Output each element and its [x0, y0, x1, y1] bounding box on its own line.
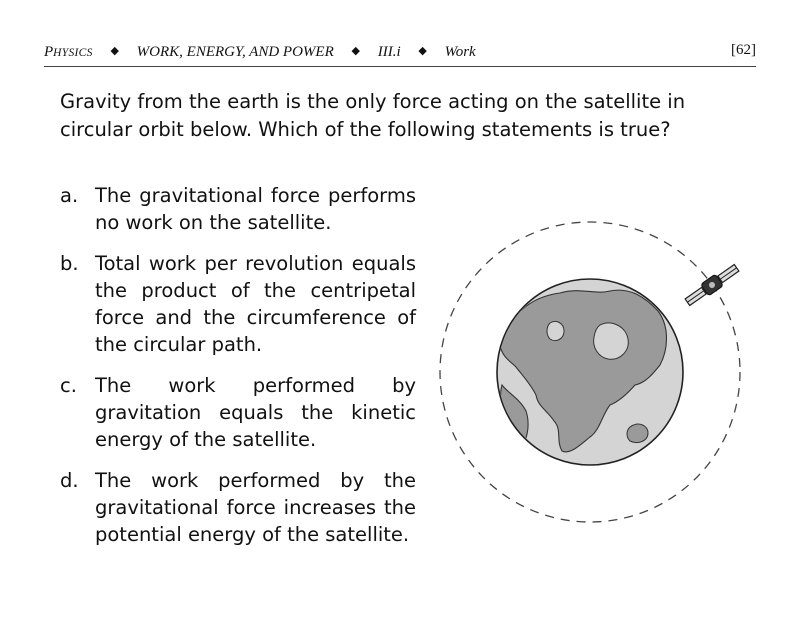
option-d[interactable]: [60, 467, 416, 548]
option-text: The gravitational force performs no work on the satellite.: [95, 184, 416, 234]
option-letter: c.: [60, 374, 77, 397]
question-text: Gravity from the earth is the only force acting on the satellite in circular orbit below. Which of the following statements is true?: [60, 90, 686, 141]
earth-icon: [497, 279, 683, 465]
page-header: [44, 40, 756, 67]
option-c[interactable]: [60, 372, 416, 453]
page-number: [62]: [731, 42, 756, 58]
option-a[interactable]: [60, 182, 416, 236]
breadcrumb: [44, 44, 476, 61]
section-label: III.i: [377, 44, 401, 61]
orbit-figure: [430, 215, 750, 530]
option-text: The work performed by gravitation equals the kinetic energy of the satellite.: [95, 374, 416, 451]
subtopic-label: Work: [444, 44, 476, 61]
subject-initial: P: [44, 44, 54, 61]
option-text: The work performed by the gravitational force increases the potential energy of the satellite.: [95, 469, 416, 546]
option-b[interactable]: [60, 250, 416, 358]
topic-label: WORK, ENERGY, AND POWER: [136, 44, 334, 61]
earth-lake: [594, 323, 629, 359]
option-letter: d.: [60, 469, 79, 492]
earth-lake: [547, 321, 564, 340]
answer-options: [60, 182, 416, 562]
option-letter: b.: [60, 252, 79, 275]
earth-island: [627, 424, 648, 442]
bullet-icon: ◆: [110, 45, 119, 58]
bullet-icon: ◆: [351, 45, 360, 58]
option-text: Total work per revolution equals the product of the centripetal force and the circumference of the circular path.: [95, 252, 416, 356]
subject-rest: HYSICS: [53, 46, 93, 59]
option-letter: a.: [60, 184, 79, 207]
subject-label: [44, 44, 93, 61]
satellite-icon: [683, 262, 740, 308]
bullet-icon: ◆: [418, 45, 427, 58]
